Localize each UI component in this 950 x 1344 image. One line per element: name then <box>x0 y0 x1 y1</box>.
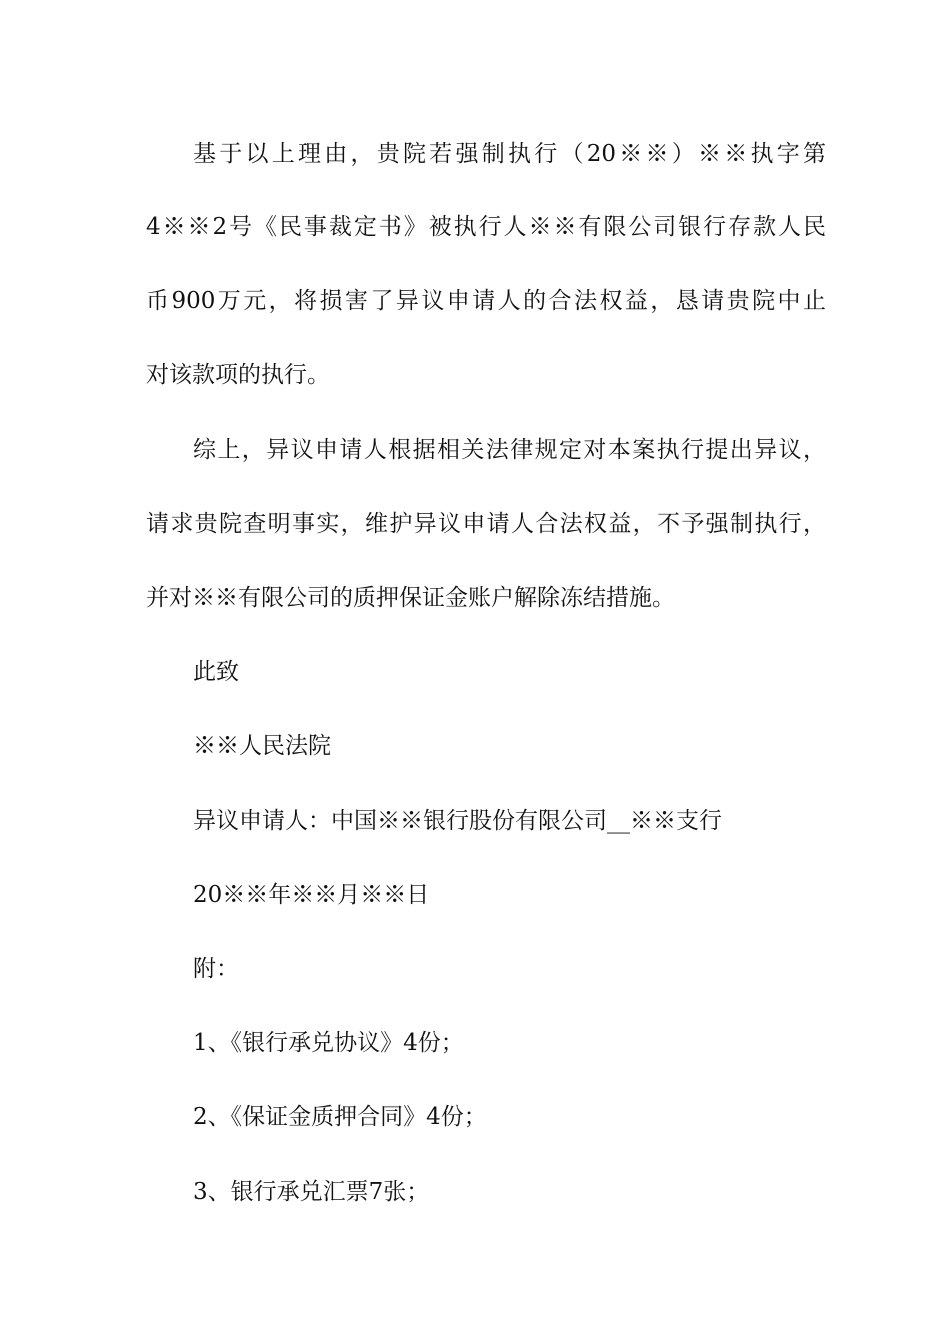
paragraph-2-line-1: 综上，异议申请人根据相关法律规定对本案执行提出异议， <box>193 437 826 463</box>
paragraph-1-line-3: 币900万元，将损害了异议申请人的合法权益，恳请贵院中止 <box>146 288 826 314</box>
paragraph-1-line-1: 基于以上理由，贵院若强制执行（20※※）※※执字第 <box>193 141 826 167</box>
paragraph-2-line-3: 并对※※有限公司的质押保证金账户解除冻结措施。 <box>146 585 675 611</box>
paragraph-2-line-2: 请求贵院查明事实，维护异议申请人合法权益，不予强制执行， <box>146 511 826 537</box>
attachment-item-2: 2、《保证金质押合同》4份； <box>193 1104 487 1130</box>
paragraph-1-line-2: 4※※2号《民事裁定书》被执行人※※有限公司银行存款人民 <box>146 214 826 240</box>
applicant: 异议申请人：中国※※银行股份有限公司__※※支行 <box>193 808 722 834</box>
salutation: 此致 <box>193 659 239 685</box>
paragraph-1-line-4: 对该款项的执行。 <box>146 362 330 388</box>
date: 20※※年※※月※※日 <box>193 882 430 908</box>
attachment-item-3: 3、银行承兑汇票7张； <box>193 1179 430 1205</box>
attachments-label: 附： <box>193 956 239 982</box>
attachment-item-1: 1、《银行承兑协议》4份； <box>193 1030 464 1056</box>
recipient: ※※人民法院 <box>193 733 331 759</box>
